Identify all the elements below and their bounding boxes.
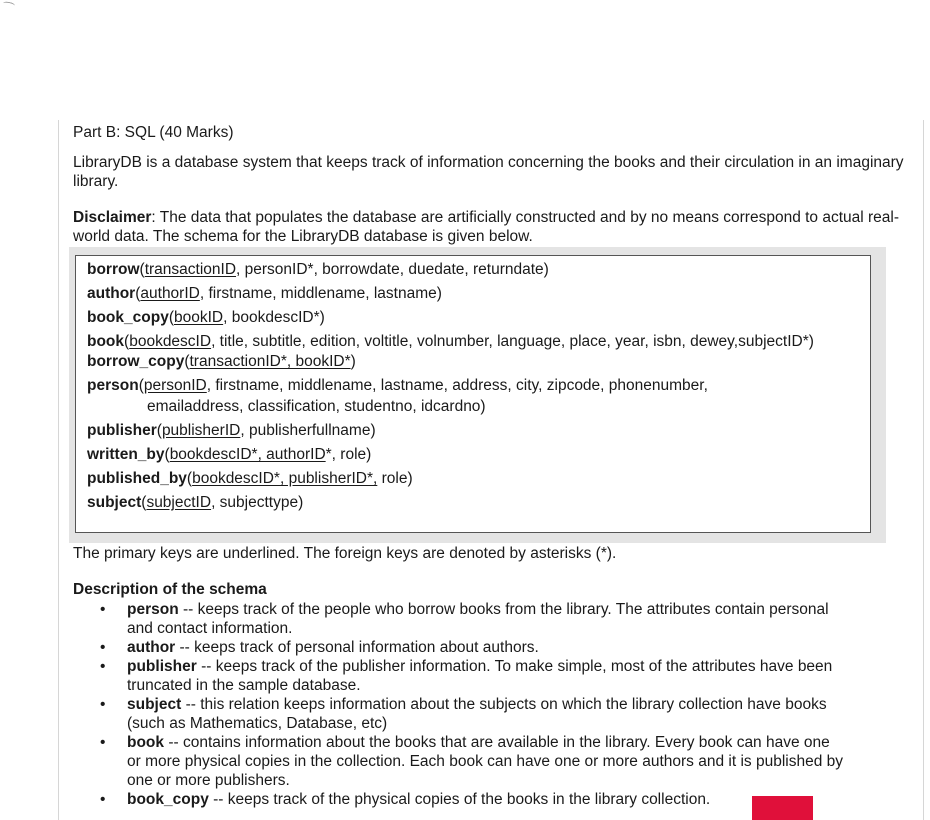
schema-subject [87, 494, 870, 512]
schema-book-copy [87, 309, 870, 327]
paren: ( [168, 309, 174, 326]
schema-borrow-copy [87, 353, 870, 371]
paren: ( [138, 377, 144, 394]
primary-key: authorID [140, 285, 200, 302]
paren: ( [184, 353, 190, 370]
attributes: role) [377, 470, 413, 487]
attributes: ) [350, 353, 356, 370]
relation-name: publisher [87, 422, 157, 439]
term-description: -- keeps track of the people who borrow books from the library. The attributes contain personal and contact information. [127, 601, 829, 637]
attributes: , publisherfullname) [240, 422, 376, 439]
list-item [73, 733, 843, 790]
schema-person [87, 377, 870, 395]
relation-name: person [87, 377, 139, 394]
primary-key: bookdescID*, publisherID*, [192, 470, 378, 487]
paren: ( [139, 261, 145, 278]
bullet-icon: • [100, 658, 106, 675]
schema-borrow [87, 261, 870, 279]
relation-name: written_by [87, 446, 165, 463]
term-description: -- this relation keeps information about the subjects on which the library collection have books (such as Mathematics, Database, etc) [127, 696, 827, 732]
schema-description-list [73, 600, 843, 809]
primary-key: bookdescID [129, 333, 212, 350]
schema-book [87, 333, 870, 351]
bullet-icon: • [100, 601, 106, 618]
paren: ( [124, 333, 130, 350]
primary-key: bookdescID*, authorID [169, 446, 326, 463]
attributes: *, role) [325, 446, 372, 463]
schema-written-by [87, 446, 870, 464]
schema-published-by [87, 470, 870, 488]
disclaimer-text: : The data that populates the database are artificially constructed and by no means correspond to actual real-world data. The schema for the LibraryDB database is given below. [73, 209, 900, 245]
term: book [127, 734, 165, 751]
term: person [127, 601, 179, 618]
primary-key: bookID [174, 309, 224, 326]
bullet-icon: • [100, 734, 106, 751]
attributes: , personID*, borrowdate, duedate, returndate) [236, 261, 549, 278]
relation-name: borrow [87, 261, 140, 278]
term: author [127, 639, 176, 656]
list-item [73, 638, 843, 657]
schema-author [87, 285, 870, 303]
paren: ( [135, 285, 141, 302]
primary-key: transactionID [144, 261, 237, 278]
schema-publisher [87, 422, 870, 440]
keys-note: The primary keys are underlined. The foreign keys are denoted by asterisks (*). [73, 545, 617, 562]
bullet-icon: • [100, 696, 106, 713]
primary-key: subjectID [146, 494, 212, 511]
list-item [73, 790, 843, 809]
relation-name: borrow_copy [87, 353, 185, 370]
list-item [73, 695, 843, 733]
list-item [73, 600, 843, 638]
relation-name: book_copy [87, 309, 169, 326]
document-content [73, 120, 913, 246]
attributes: , bookdescID*) [223, 309, 325, 326]
paren: ( [156, 422, 162, 439]
relation-name: book [87, 333, 125, 350]
attributes: , title, subtitle, edition, voltitle, volnumber, language, place, year, isbn, dewey,subjectID*) [211, 333, 814, 350]
intro-paragraph: LibraryDB is a database system that keeps track of information concerning the books and their circulation in an imaginary library. [73, 154, 904, 190]
schema-box [75, 255, 871, 533]
primary-key: transactionID*, bookID* [189, 353, 351, 370]
red-highlight-block [752, 796, 813, 820]
term-description: -- keeps track of personal information about authors. [175, 639, 539, 656]
relation-name: subject [87, 494, 142, 511]
paren: ( [186, 470, 193, 487]
bullet-icon: • [100, 639, 106, 656]
attributes: , subjecttype) [211, 494, 304, 511]
relation-name: author [87, 285, 136, 302]
term: book_copy [127, 791, 209, 808]
term-description: -- keeps track of the publisher information. To make simple, most of the attributes have been truncated in the sample database. [127, 658, 833, 694]
disclaimer-paragraph [73, 208, 913, 246]
attributes: , firstname, middlename, lastname) [199, 285, 442, 302]
schema-person-continued: emailaddress, classification, studentno, idcardno) [147, 398, 486, 415]
relation-name: published_by [87, 470, 187, 487]
term-description: -- contains information about the books that are available in the library. Every book can have one or more physical copies in the collection. Each book can have one or more authors and it is published by one or more publishers. [127, 734, 843, 789]
part-title: Part B: SQL (40 Marks) [73, 124, 234, 141]
bullet-icon: • [100, 791, 106, 808]
corner-mark [3, 1, 16, 8]
disclaimer-label: Disclaimer [73, 209, 152, 226]
document-page [58, 120, 924, 820]
attributes: , firstname, middlename, lastname, address, city, zipcode, phonenumber, [206, 377, 708, 394]
list-item [73, 657, 843, 695]
paren: ( [141, 494, 147, 511]
term-description: -- keeps track of the physical copies of the books in the library collection. [208, 791, 711, 808]
term: subject [127, 696, 182, 713]
primary-key: publisherID [161, 422, 241, 439]
description-title: Description of the schema [73, 581, 267, 598]
term: publisher [127, 658, 197, 675]
schema-panel [69, 247, 886, 543]
primary-key: personID [143, 377, 207, 394]
paren: ( [164, 446, 170, 463]
